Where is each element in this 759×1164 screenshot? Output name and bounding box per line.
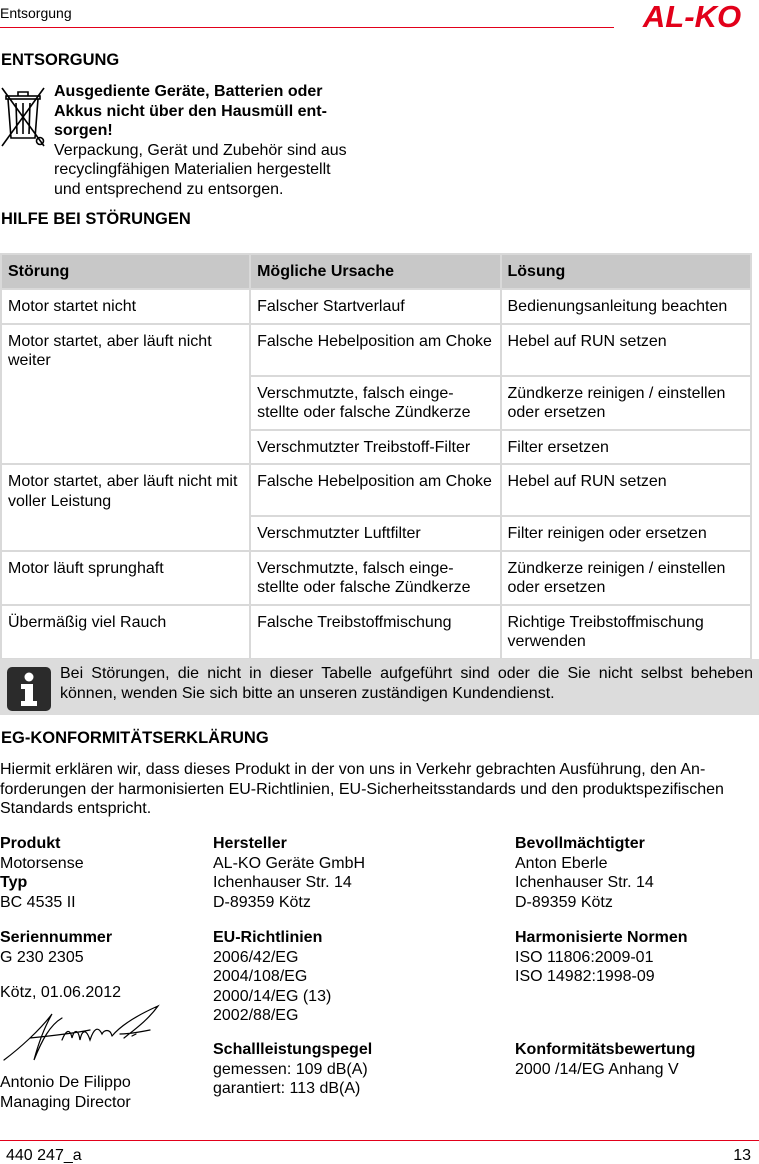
signer-name: Antonio De Filippo [0,1074,131,1091]
page-header [0,0,759,32]
noise-column [213,1040,503,1099]
serial-label: Seriennummer [0,929,113,946]
disposal-heading: ENTSORGUNG [1,51,120,69]
solution-cell: Zündkerze reinigen / einstellen oder ersetzen [501,551,752,605]
info-text: Bei Störungen, die nicht in dieser Tabelle aufgeführt sind oder die Sie nicht selbst beheben können, wenden Sie sich bitte an unseren zuständigen Kundendienst. [60,665,753,702]
disposal-line: Verpackung, Gerät und Zubehör sind aus [54,141,347,159]
cause-cell: Falscher Startverlauf [250,289,500,324]
solution-cell: Hebel auf RUN setzen [501,464,752,516]
declaration-heading: EG-KONFORMITÄTSERKLÄRUNG [1,729,269,747]
authorized-line: D-89359 Kötz [515,893,613,911]
conformity-value: 2000 /14/EG Anhang V [515,1060,679,1078]
disposal-warning-line: Ausgediente Geräte, Batterien oder [54,83,323,100]
authorized-line: Ichenhauser Str. 14 [515,874,654,891]
manufacturer-column [213,834,503,912]
standard-item: ISO 11806:2009-01 [515,948,654,966]
info-note [0,659,759,715]
solution-cell: Zündkerze reinigen / einstellen oder ersetzen [501,376,752,430]
disposal-text [54,82,374,199]
column-header-cause: Mögliche Ursache [250,254,500,289]
authorized-label: Bevollmächtigter [515,835,645,852]
alko-logo [626,0,759,30]
noise-line: gemessen: 109 dB(A) [213,1060,368,1078]
fault-cell: Motor startet nicht [1,289,250,324]
fault-cell: Motor startet, aber läuft nicht mit voller Leistung [1,464,250,551]
declaration-text: Hiermit erklären wir, dass dieses Produkt in der von uns in Verkehr gebrachten Ausführung, den An-forderungen der harmonisierten EU-Richtlinien, EU-Sicherheitsstandards und den produktspezifischen Standards entspricht. [0,761,724,817]
directive-item: 2002/88/EG [213,1007,299,1024]
cause-cell: Falsche Hebelposition am Choke [250,464,500,516]
disposal-line: recyclingfähigen Materialien hergestellt [54,161,331,178]
table-row [1,551,751,605]
solution-cell: Hebel auf RUN setzen [501,324,752,376]
column-header-solution: Lösung [501,254,752,289]
table-row [1,605,751,659]
standards-label: Harmonisierte Normen [515,929,688,946]
noise-line: garantiert: 113 dB(A) [213,1080,361,1097]
product-column [0,834,200,912]
authorized-column [515,834,755,912]
type-value: BC 4535 II [0,893,76,911]
fault-cell: Motor startet, aber läuft nicht weiter [1,324,250,465]
table-row [1,324,751,376]
cause-cell: Verschmutzter Treibstoff-Filter [250,430,500,465]
cause-cell: Verschmutzte, falsch einge-stellte oder falsche Zündkerze [250,376,500,430]
table-row [1,289,751,324]
authorized-line: Anton Eberle [515,854,608,872]
header-title: Entsorgung [0,5,72,21]
troubleshooting-table [0,253,752,660]
noise-label: Schallleistungspegel [213,1041,373,1058]
directive-item: 2006/42/EG [213,948,299,966]
fault-cell: Motor läuft sprunghaft [1,551,250,605]
crossed-bin-icon [0,86,48,148]
directive-item: 2004/108/EG [213,968,308,985]
fault-cell: Übermäßig viel Rauch [1,605,250,659]
header-rule [0,27,614,28]
solution-cell: Richtige Treibstoffmischung verwenden [501,605,752,659]
footer-rule [0,1140,759,1141]
product-label: Produkt [0,835,61,852]
type-label: Typ [0,874,28,891]
manufacturer-line: Ichenhauser Str. 14 [213,874,352,891]
cause-cell: Falsche Treibstoffmischung [250,605,500,659]
standard-item: ISO 14982:1998-09 [515,968,655,985]
manufacturer-label: Hersteller [213,835,287,852]
product-value: Motorsense [0,854,84,872]
table-header-row [1,254,751,289]
cause-cell: Verschmutzte, falsch einge-stellte oder falsche Zündkerze [250,551,500,605]
doc-number: 440 247_a [6,1147,82,1164]
info-icon [7,667,51,711]
signature [0,1000,165,1070]
cause-cell: Verschmutzter Luftfilter [250,516,500,551]
table-row [1,464,751,516]
directive-item: 2000/14/EG (13) [213,987,332,1005]
manufacturer-line: D-89359 Kötz [213,893,311,911]
place-date: Kötz, 01.06.2012 [0,984,121,1001]
solution-cell: Bedienungsanleitung beachten [501,289,752,324]
conformity-column [515,1040,755,1079]
directives-label: EU-Richtlinien [213,929,323,946]
standards-column [515,928,755,987]
serial-value: G 230 2305 [0,948,84,966]
manufacturer-line: AL-KO Geräte GmbH [213,854,366,872]
signer-role: Managing Director [0,1093,131,1111]
disposal-line: und entsprechend zu entsorgen. [54,180,284,198]
disposal-warning-line: sorgen! [54,122,113,139]
troubleshooting-heading: HILFE BEI STÖRUNGEN [1,210,191,228]
directives-column [213,928,503,1026]
cause-cell: Falsche Hebelposition am Choke [250,324,500,376]
solution-cell: Filter reinigen oder ersetzen [501,516,752,551]
signer-block [0,1073,200,1112]
logo-text: AL-KO [642,0,742,30]
solution-cell: Filter ersetzen [501,430,752,465]
conformity-label: Konformitätsbewertung [515,1041,696,1058]
column-header-fault: Störung [1,254,250,289]
page-number: 13 [733,1147,751,1164]
serial-column [0,928,200,967]
disposal-warning-line: Akkus nicht über den Hausmüll ent- [54,102,327,120]
